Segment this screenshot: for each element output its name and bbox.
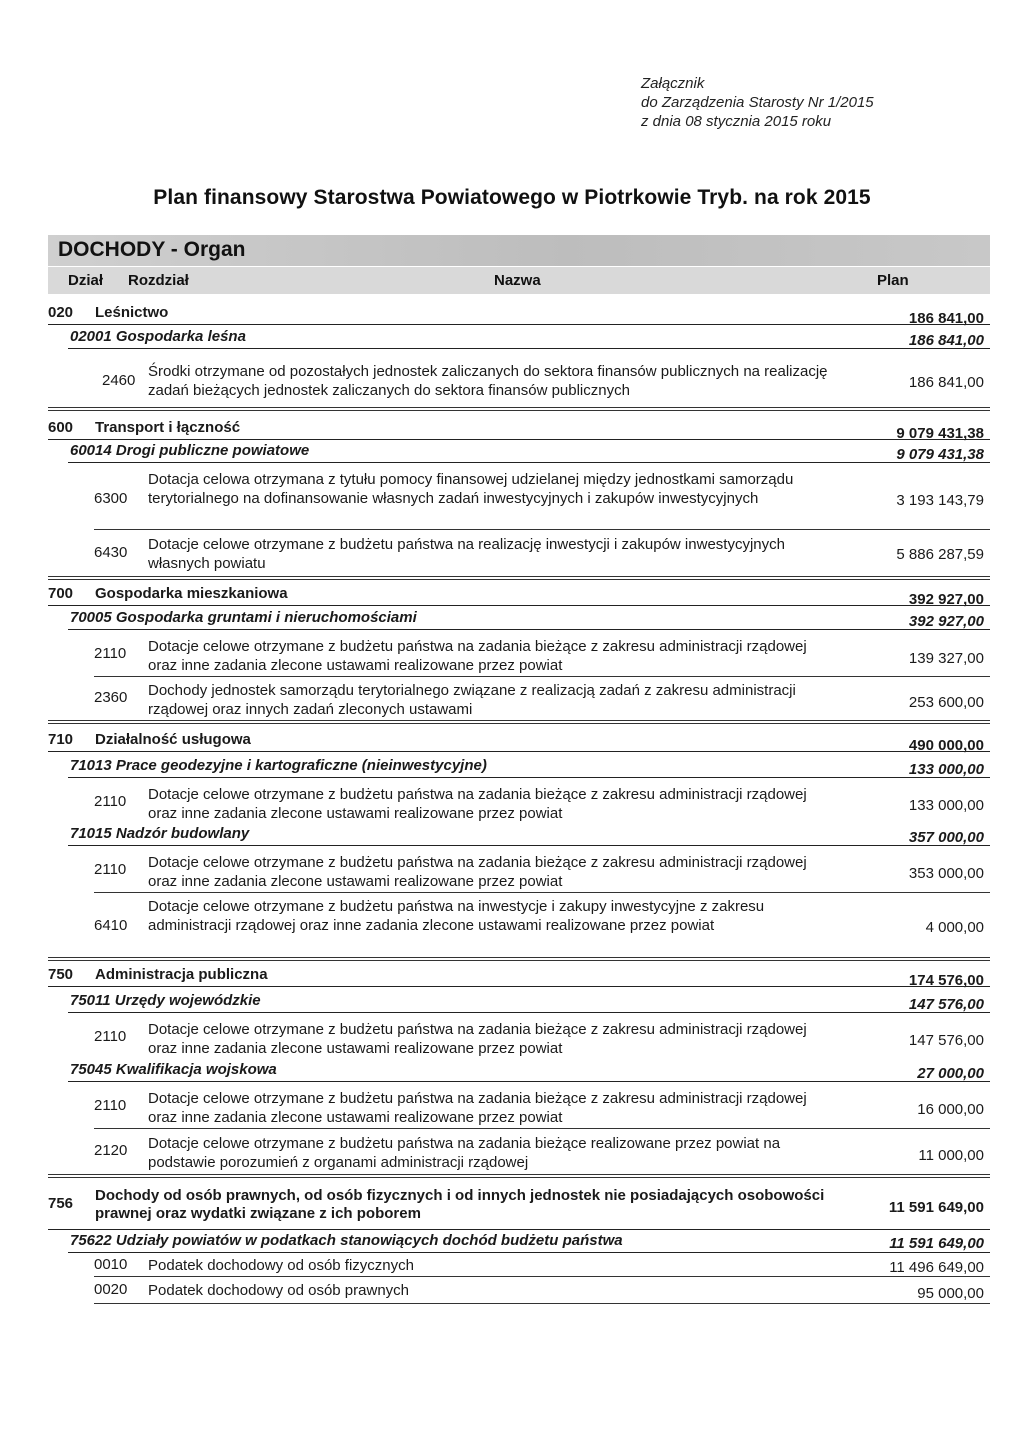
rozdzial-label: 75622 Udziały powiatów w podatkach stanowiących dochód budżetu państwa — [70, 1232, 623, 1249]
paragraf-desc: Dochody jednostek samorządu terytorialnego związane z realizacją zadań z zakresu administracji rządowej oraz innych zadań zleconych ustawami — [148, 682, 796, 718]
dzial-code: 710 — [48, 731, 74, 748]
paragraf-amount: 95 000,00 — [917, 1285, 984, 1302]
divider — [94, 1276, 990, 1277]
paragraf-amount: 147 576,00 — [908, 1032, 984, 1049]
paragraf-desc: Dotacje celowe otrzymane z budżetu państwa na zadania bieżące z zakresu administracji rządowej oraz inne zadania zlecone ustawami realizowane przez powiat — [148, 638, 807, 674]
section-header — [48, 235, 990, 266]
section-divider — [48, 720, 990, 724]
divider — [48, 439, 990, 440]
paragraf-amount: 5 886 287,59 — [896, 546, 984, 563]
paragraf-desc: Dotacje celowe otrzymane z budżetu państwa na zadania bieżące z zakresu administracji rządowej oraz inne zadania zlecone ustawami realizowane przez powiat — [148, 854, 807, 890]
rozdzial-amount: 133 000,00 — [908, 761, 984, 778]
section-divider — [48, 957, 990, 961]
rozdzial-amount: 357 000,00 — [908, 829, 984, 846]
paragraf-code: 6410 — [94, 917, 128, 934]
dzial-code: 020 — [48, 304, 74, 321]
paragraf-amount: 253 600,00 — [908, 694, 984, 711]
page-title: Plan finansowy Starostwa Powiatowego w Piotrkowie Tryb. na rok 2015 — [153, 186, 871, 209]
column-header — [48, 267, 990, 294]
paragraf-desc: Podatek dochodowy od osób prawnych — [148, 1282, 410, 1299]
paragraf-desc: Dotacje celowe otrzymane z budżetu państwa na zadania bieżące realizowane przez powiat na podstawie porozumień z organami administracji rządowej — [148, 1135, 781, 1171]
paragraf-desc: Dotacje celowe otrzymane z budżetu państwa na inwestycje i zakupy inwestycyjne z zakresu administracji rządowej oraz inne zadania zlecone ustawami realizowane przez powiat — [148, 898, 765, 934]
dzial-amount: 490 000,00 — [908, 737, 984, 754]
paragraf-code: 2460 — [102, 372, 136, 389]
paragraf-code: 0010 — [94, 1256, 128, 1273]
rozdzial-amount: 27 000,00 — [917, 1065, 984, 1082]
paragraf-desc: Dotacje celowe otrzymane z budżetu państwa na realizację inwestycji i zakupów inwestycyjnych własnych powiatu — [148, 536, 785, 572]
rozdzial-label: 70005 Gospodarka gruntami i nieruchomościami — [70, 609, 417, 626]
divider — [68, 629, 990, 630]
paragraf-desc: Podatek dochodowy od osób fizycznych — [148, 1257, 414, 1274]
dzial-name: Dochody od osób prawnych, od osób fizycznych i od innych jednostek nie posiadających osobowości prawnej oraz wydatki związane z ich poborem — [95, 1187, 825, 1222]
rozdzial-label: 75045 Kwalifikacja wojskowa — [70, 1061, 277, 1078]
col-dzial: Dział — [68, 272, 104, 289]
attachment-order: do Zarządzenia Starosty Nr 1/2015 — [641, 94, 874, 111]
paragraf-amount: 133 000,00 — [908, 797, 984, 814]
divider — [48, 751, 990, 752]
paragraf-amount: 11 000,00 — [918, 1147, 984, 1164]
paragraf-code: 2360 — [94, 689, 128, 706]
paragraf-amount: 4 000,00 — [925, 919, 984, 936]
dzial-amount: 9 079 431,38 — [896, 425, 984, 442]
paragraf-desc: Dotacja celowa otrzymana z tytułu pomocy finansowej udzielanej między jednostkami samorządu terytorialnego na dofinansowanie własnych zadań inwestycyjnych i zakupów inwestycyjnych — [148, 471, 794, 507]
divider — [68, 1012, 990, 1013]
paragraf-code: 6300 — [94, 490, 128, 507]
paragraf-code: 2120 — [94, 1142, 128, 1159]
divider — [68, 845, 990, 846]
paragraf-amount: 139 327,00 — [908, 650, 984, 667]
rozdzial-amount: 11 591 649,00 — [889, 1235, 984, 1252]
dzial-name: Działalność usługowa — [95, 731, 251, 748]
divider — [94, 892, 990, 893]
divider — [48, 605, 990, 606]
divider — [68, 348, 990, 349]
section-title: DOCHODY - Organ — [58, 238, 246, 261]
col-rozdzial: Rozdział — [128, 272, 189, 289]
col-nazwa: Nazwa — [494, 272, 541, 289]
paragraf-desc: Środki otrzymane od pozostałych jednostek zaliczanych do sektora finansów publicznych na realizację zadań bieżących jednostek zaliczanych do sektora finansów publicznych — [148, 363, 828, 399]
paragraf-amount: 186 841,00 — [908, 374, 984, 391]
paragraf-desc: Dotacje celowe otrzymane z budżetu państwa na zadania bieżące z zakresu administracji rządowej oraz inne zadania zlecone ustawami realizowane przez powiat — [148, 1021, 807, 1057]
paragraf-code: 0020 — [94, 1281, 128, 1298]
dzial-name: Gospodarka mieszkaniowa — [95, 585, 288, 602]
paragraf-amount: 353 000,00 — [908, 865, 984, 882]
rozdzial-amount: 147 576,00 — [908, 996, 984, 1013]
divider — [68, 1081, 990, 1082]
rozdzial-label: 71015 Nadzór budowlany — [70, 825, 250, 842]
paragraf-code: 2110 — [94, 793, 127, 810]
attachment-label: Załącznik — [641, 75, 705, 92]
divider — [48, 1229, 990, 1230]
paragraf-desc: Dotacje celowe otrzymane z budżetu państwa na zadania bieżące z zakresu administracji rządowej oraz inne zadania zlecone ustawami realizowane przez powiat — [148, 786, 807, 822]
rozdzial-amount: 392 927,00 — [908, 613, 984, 630]
dzial-code: 750 — [48, 966, 74, 983]
divider — [48, 324, 990, 325]
section-divider — [48, 407, 990, 411]
divider — [68, 462, 990, 463]
rozdzial-label: 75011 Urzędy wojewódzkie — [70, 992, 261, 1009]
paragraf-amount: 3 193 143,79 — [896, 492, 984, 509]
divider — [94, 529, 990, 530]
divider — [94, 1303, 990, 1304]
rozdzial-label: 60014 Drogi publiczne powiatowe — [70, 442, 310, 459]
paragraf-amount: 11 496 649,00 — [889, 1259, 984, 1276]
section-divider — [48, 1174, 990, 1178]
rozdzial-amount: 9 079 431,38 — [896, 446, 984, 463]
attachment-date: z dnia 08 stycznia 2015 roku — [641, 113, 832, 130]
rozdzial-amount: 186 841,00 — [908, 332, 984, 349]
rozdzial-label: 71013 Prace geodezyjne i kartograficzne (nieinwestycyjne) — [70, 757, 487, 774]
col-plan: Plan — [877, 272, 909, 289]
dzial-name: Leśnictwo — [95, 304, 169, 321]
dzial-code: 700 — [48, 585, 74, 602]
dzial-name: Administracja publiczna — [95, 966, 268, 983]
dzial-amount: 186 841,00 — [908, 310, 984, 327]
paragraf-code: 2110 — [94, 1097, 127, 1114]
dzial-amount: 392 927,00 — [908, 591, 984, 608]
dzial-amount: 174 576,00 — [908, 972, 984, 989]
paragraf-code: 6430 — [94, 544, 128, 561]
divider — [68, 777, 990, 778]
dzial-code: 756 — [48, 1195, 74, 1212]
paragraf-code: 2110 — [94, 645, 127, 662]
divider — [48, 986, 990, 987]
divider — [94, 676, 990, 677]
section-divider — [48, 576, 990, 580]
paragraf-desc: Dotacje celowe otrzymane z budżetu państwa na zadania bieżące z zakresu administracji rządowej oraz inne zadania zlecone ustawami realizowane przez powiat — [148, 1090, 807, 1126]
paragraf-code: 2110 — [94, 1028, 127, 1045]
dzial-amount: 11 591 649,00 — [888, 1199, 984, 1216]
rozdzial-label: 02001 Gospodarka leśna — [70, 328, 246, 345]
dzial-name: Transport i łączność — [95, 419, 241, 436]
attachment-note — [641, 74, 874, 131]
paragraf-code: 2110 — [94, 861, 127, 878]
divider — [94, 1128, 990, 1129]
divider — [68, 1252, 990, 1253]
paragraf-amount: 16 000,00 — [917, 1101, 984, 1118]
dzial-code: 600 — [48, 419, 74, 436]
